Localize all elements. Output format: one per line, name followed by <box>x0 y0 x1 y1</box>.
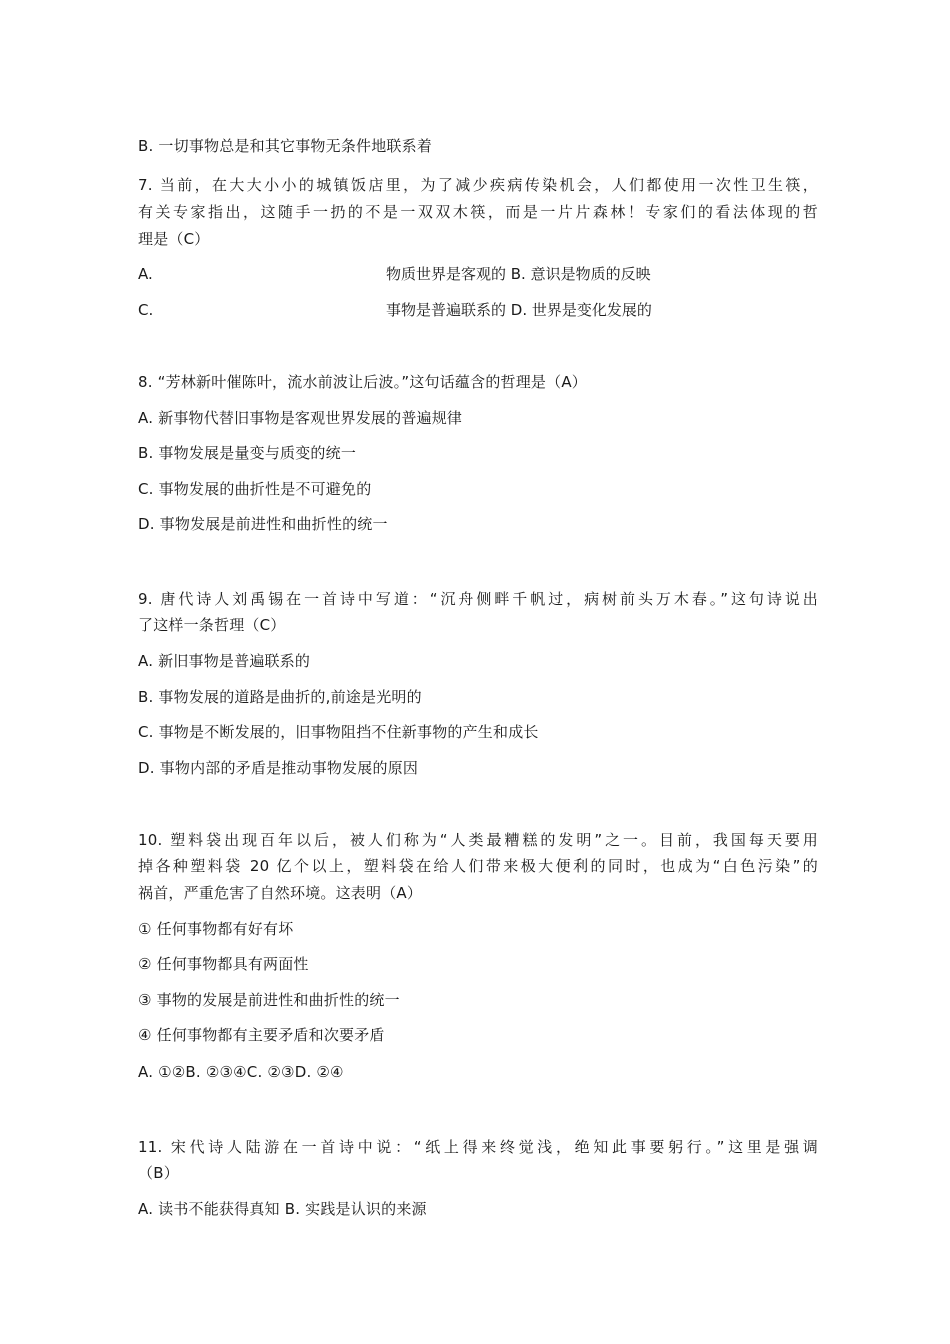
q10-statement-3: ③ 事物的发展是前进性和曲折性的统一 <box>138 991 400 1009</box>
q11-stem-line-2: （B） <box>138 1164 179 1182</box>
q7-stem-line-1: 7. 当前，在大大小小的城镇饭店里，为了减少疾病传染机会，人们都使用一次性卫生筷， <box>138 176 818 194</box>
q10-stem-line-1: 10. 塑料袋出现百年以后，被人们称为“人类最糟糕的发明”之一。目前，我国每天要用 <box>138 831 818 849</box>
q10-statement-1: ① 任何事物都有好有坏 <box>138 920 294 938</box>
q9-option-d: D. 事物内部的矛盾是推动事物发展的原因 <box>138 759 419 777</box>
q10-statement-2: ② 任何事物都具有两面性 <box>138 955 309 973</box>
q7-stem-line-3: 理是（C） <box>138 230 210 248</box>
q9-option-c: C. 事物是不断发展的，旧事物阻挡不住新事物的产生和成长 <box>138 723 539 741</box>
q11-options-a-b: A. 读书不能获得真知 B. 实践是认识的来源 <box>138 1200 427 1218</box>
q8-stem: 8. “芳林新叶催陈叶，流水前波让后波。”这句话蕴含的哲理是（A） <box>138 373 587 391</box>
q10-stem-line-2: 掉各种塑料袋 20 亿个以上，塑料袋在给人们带来极大便利的同时，也成为“白色污染”的 <box>138 857 818 875</box>
q8-option-a: A. 新事物代替旧事物是客观世界发展的普遍规律 <box>138 409 463 427</box>
q10-statement-4: ④ 任何事物都有主要矛盾和次要矛盾 <box>138 1026 385 1044</box>
q8-option-d: D. 事物发展是前进性和曲折性的统一 <box>138 515 388 533</box>
q7-options-a-b: 物质世界是客观的 B. 意识是物质的反映 <box>386 265 651 283</box>
q10-answer-options: A. ①②B. ②③④C. ②③D. ②④ <box>138 1063 344 1081</box>
q7-stem-line-2: 有关专家指出，这随手一扔的不是一双双木筷，而是一片片森林！专家们的看法体现的哲 <box>138 203 818 221</box>
q9-stem-line-1: 9. 唐代诗人刘禹锡在一首诗中写道：“沉舟侧畔千帆过，病树前头万木春。”这句诗说出 <box>138 590 818 608</box>
q9-option-b: B. 事物发展的道路是曲折的,前途是光明的 <box>138 688 422 706</box>
q7-option-c-label: C. <box>138 301 154 319</box>
q11-stem-line-1: 11. 宋代诗人陆游在一首诗中说：“纸上得来终觉浅，绝知此事要躬行。”这里是强调 <box>138 1138 818 1156</box>
q8-option-b: B. 事物发展是量变与质变的统一 <box>138 444 357 462</box>
q7-option-a-label: A. <box>138 265 153 283</box>
q7-options-c-d: 事物是普遍联系的 D. 世界是变化发展的 <box>386 301 652 319</box>
q9-option-a: A. 新旧事物是普遍联系的 <box>138 652 311 670</box>
q9-stem-line-2: 了这样一条哲理（C） <box>138 616 286 634</box>
q8-option-c: C. 事物发展的曲折性是不可避免的 <box>138 480 372 498</box>
q10-stem-line-3: 祸首，严重危害了自然环境。这表明（A） <box>138 884 423 902</box>
q6-option-b: B. 一切事物总是和其它事物无条件地联系着 <box>138 137 433 155</box>
